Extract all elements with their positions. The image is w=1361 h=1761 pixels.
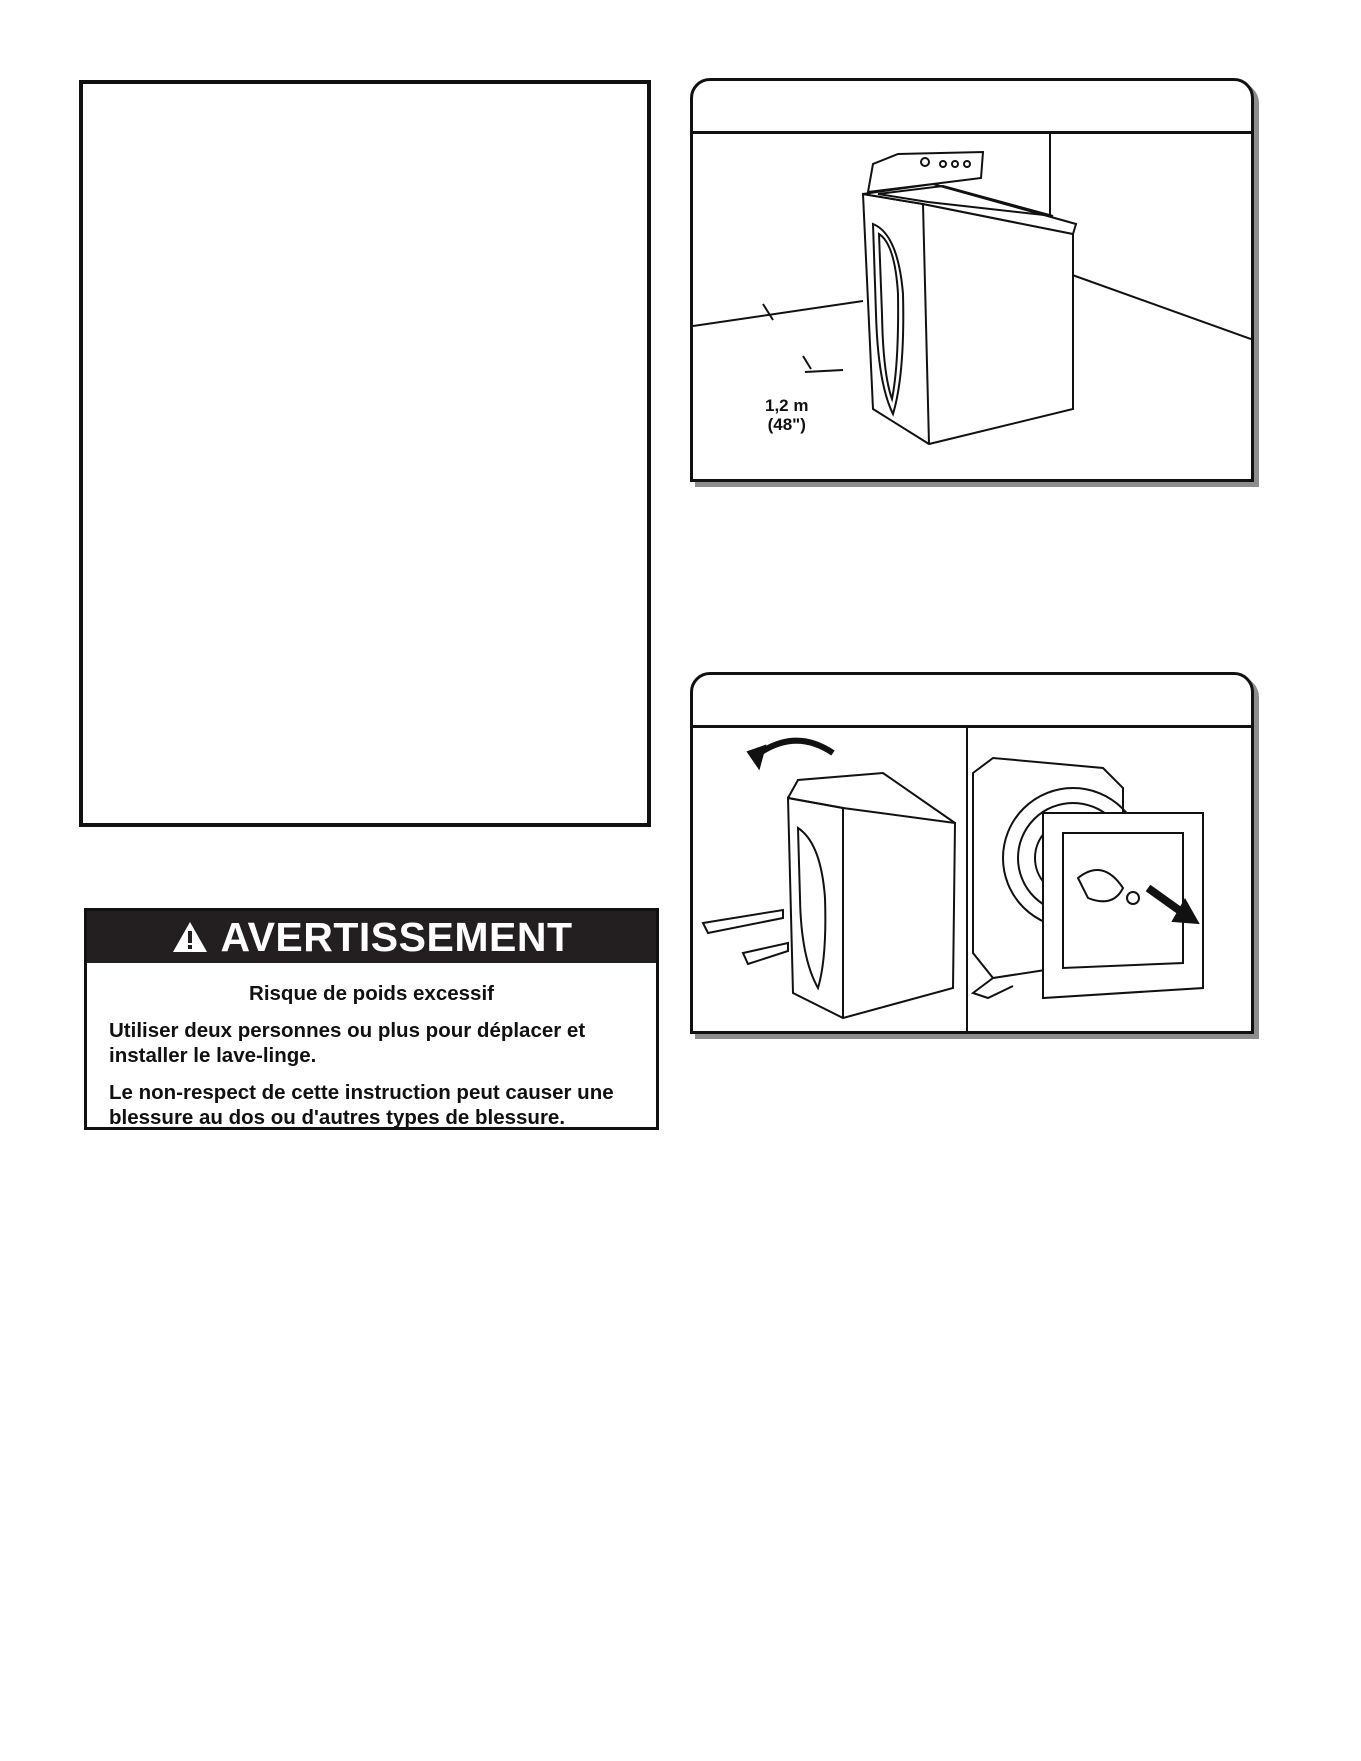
tip-and-remove-illustration [693, 728, 1251, 1031]
warning-subtitle: Risque de poids excessif [249, 982, 494, 1005]
warning-title: AVERTISSEMENT [220, 913, 573, 960]
washer-clearance-illustration [693, 134, 1251, 479]
figure-washer-clearance [690, 78, 1254, 482]
warning-header [87, 911, 656, 963]
warning-instruction: Utiliser deux personnes ou plus pour déplacer et installer le lave-linge. [109, 1019, 586, 1067]
clearance-metric: 1,2 m [765, 396, 809, 415]
warning-consequence: Le non-respect de cette instruction peut causer une blessure au dos ou d'autres types de blessure. [109, 1081, 614, 1129]
empty-content-box [79, 80, 651, 827]
warning-box [84, 908, 659, 1130]
clearance-imperial: (48") [767, 415, 806, 434]
warning-triangle-icon [171, 920, 209, 954]
figure-header-tab [690, 78, 1254, 134]
figure-tip-and-remove-base [690, 672, 1254, 1034]
figure-header-tab [690, 672, 1254, 728]
warning-body [87, 963, 656, 1130]
clearance-dimension-label [765, 396, 808, 434]
